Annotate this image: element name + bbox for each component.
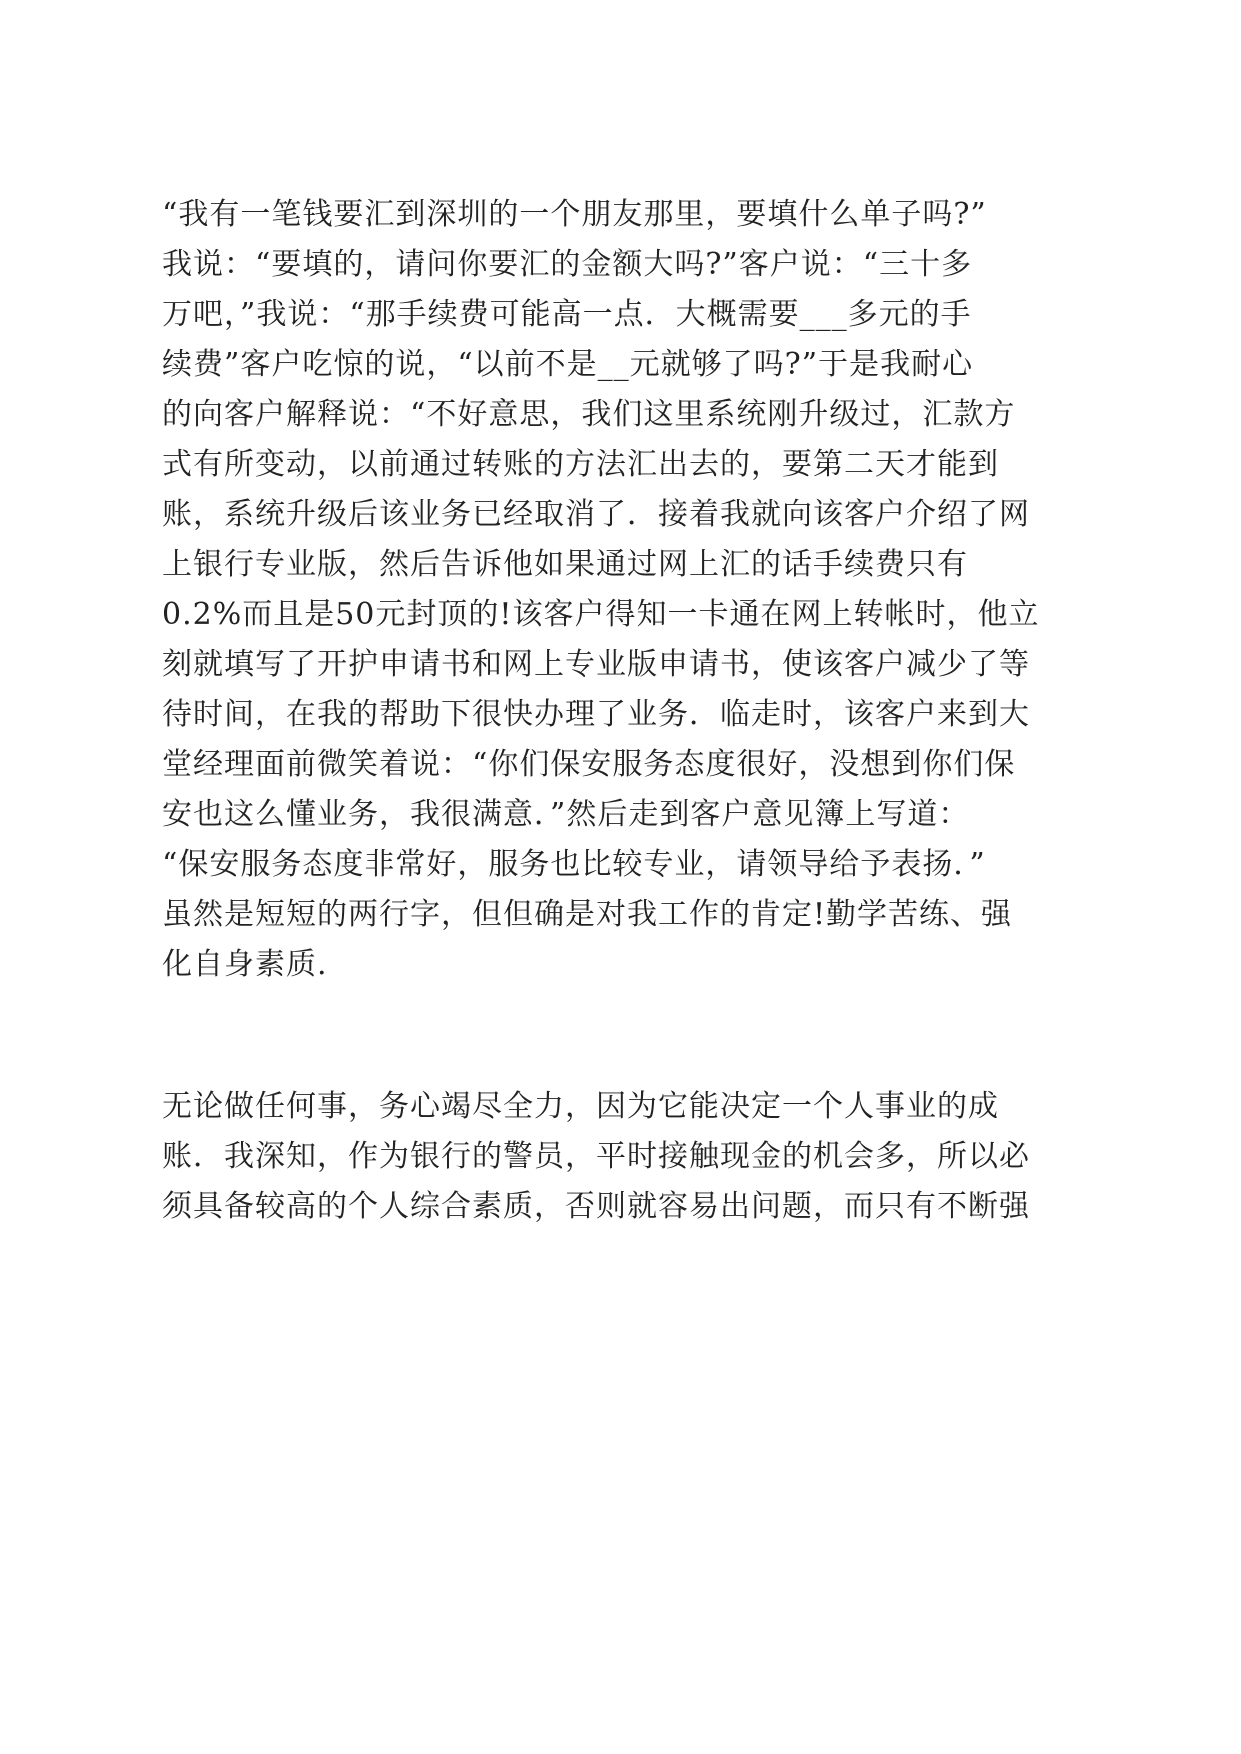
text-line: 账．我深知，作为银行的警员，平时接触现金的机会多，所以必 (162, 1139, 1030, 1174)
text-line: 刻就填写了开护申请书和网上专业版申请书，使该客户减少了等 (162, 647, 1030, 682)
text-line: “我有一笔钱要汇到深圳的一个朋友那里，要填什么单子吗?” (162, 197, 987, 232)
text-line: 的向客户解释说：“不好意思，我们这里系统刚升级过，汇款方 (162, 397, 1016, 432)
text-line: 式有所变动，以前通过转账的方法汇出去的，要第二天才能到 (162, 447, 999, 482)
text-line: 续费”客户吃惊的说，“以前不是__元就够了吗?”于是我耐心 (162, 347, 974, 382)
text-line: 堂经理面前微笑着说：“你们保安服务态度很好，没想到你们保 (162, 747, 1016, 782)
text-line: 须具备较高的个人综合素质，否则就容易出问题，而只有不断强 (162, 1189, 1030, 1224)
text-line: 无论做任何事，务心竭尽全力，因为它能决定一个人事业的成 (162, 1089, 999, 1124)
document-page (162, 190, 1092, 1232)
paragraph-2 (162, 1082, 1092, 1232)
text-line: 我说：“要填的，请问你要汇的金额大吗?”客户说：“三十多 (162, 247, 973, 282)
text-line: 0.2%而且是50元封顶的!该客户得知一卡通在网上转帐时，他立 (162, 597, 1040, 632)
paragraph-1 (162, 190, 1092, 990)
text-line: 万吧，”我说：“那手续费可能高一点．大概需要___多元的手 (162, 297, 972, 332)
text-line: “保安服务态度非常好，服务也比较专业，请领导给予表扬．” (162, 847, 986, 882)
text-line: 账，系统升级后该业务已经取消了．接着我就向该客户介绍了网 (162, 497, 1030, 532)
text-line: 化自身素质. (162, 947, 328, 982)
text-line: 安也这么懂业务，我很满意．”然后走到客户意见簿上写道： (162, 797, 970, 832)
text-line: 待时间，在我的帮助下很快办理了业务．临走时，该客户来到大 (162, 697, 1030, 732)
text-line: 上银行专业版，然后告诉他如果通过网上汇的话手续费只有 (162, 547, 968, 582)
text-line: 虽然是短短的两行字，但但确是对我工作的肯定!勤学苦练、强 (162, 897, 1013, 932)
paragraph-spacer (162, 990, 1092, 1082)
